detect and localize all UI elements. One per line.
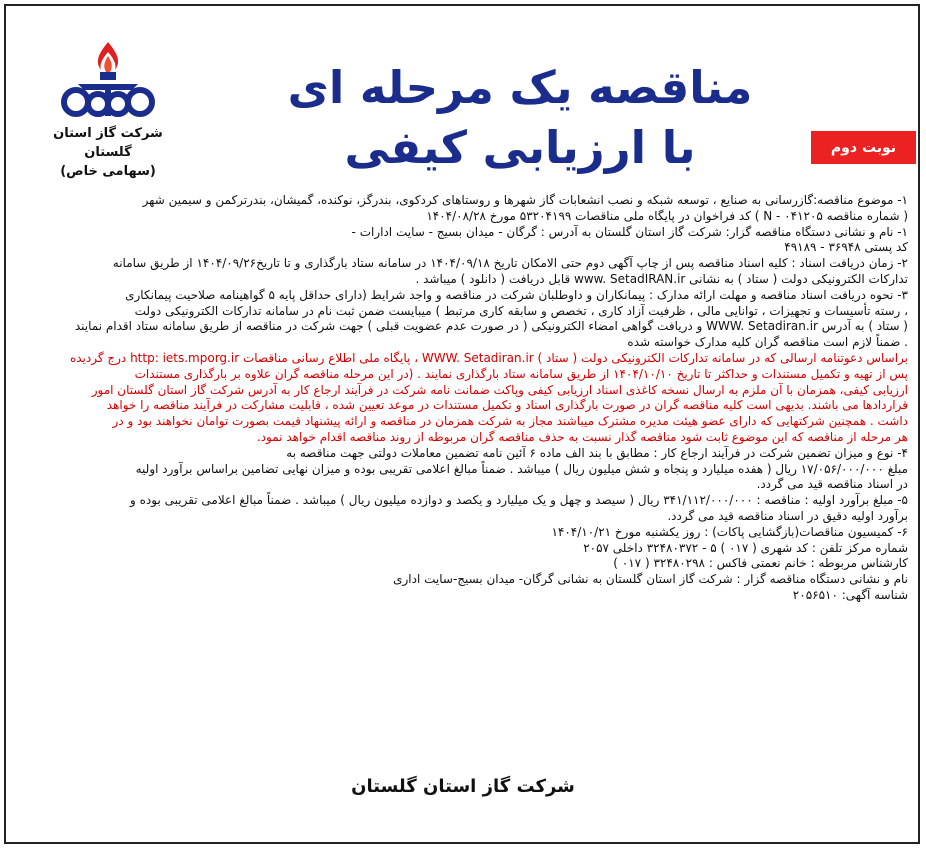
- flame-logo-icon: [48, 40, 168, 120]
- text-line: کارشناس مربوطه : خانم نعمتی فاکس : ۳۲۴۸۰۲۹۸ ( ۰۱۷ ): [613, 556, 908, 571]
- text-line: ۶- کمیسیون مناقصات(بازگشایی پاکات) : روز یکشنبه مورخ ۱۴۰۴/۱۰/۲۱: [551, 524, 908, 539]
- text-line: ۴- نوع و میزان تضمین شرکت در فرآیند ارجاع کار : مطابق با بند الف ماده ۶ آئین نامه تضمین معاملات دولتی جهت مناقصه به: [286, 445, 908, 460]
- gas-company-logo: [48, 40, 168, 120]
- text-line-red: ارزیابی کیفی، همزمان با آن ملزم به ارسال نسخه کاغذی اسناد ارزیابی کیفی وپاکت ضمانت نامه شرکت در فرآیند ارجاع کار به آدرس شرکت گاز استان گلستان امور: [91, 382, 908, 397]
- text-line: شناسه آگهی: ۲۰۵۶۵۱۰: [792, 587, 908, 602]
- text-line: برآورد اولیه دقیق در اسناد مناقصه قید می گردد.: [667, 508, 908, 523]
- text-line-red: قراردادها می باشند. بدیهی است کلیه مناقصه گران در صورت بارگذاری اسناد و تکمیل مستندات در موعد تعیین شده ، قابلیت مشارکت در فرآیند مناقصه را خواهد: [106, 398, 908, 413]
- text-line: کد پستی ۳۶۹۴۸ - ۴۹۱۸۹: [784, 240, 908, 255]
- company-type: (سهامی خاص): [60, 164, 156, 179]
- text-line: ( ستاد ) به آدرس WWW. Setadiran.ir و دریافت گواهی امضاء الکترونیکی ( در صورت عدم عضویت قبلی ) جهت شرکت در مناقصه از طریق سامانه ستاد اقدام نمایند: [74, 319, 908, 334]
- text-line: شماره مرکز تلفن : کد شهری ( ۰۱۷ ) ۵ - ۳۲۴۸۰۳۷۲ داخلی ۲۰۵۷: [583, 540, 908, 555]
- text-line: ۳- نحوه دریافت اسناد مناقصه و مهلت ارائه مدارک : پیمانکاران و داوطلبان شرکت در مناقصه و واجد شرایط (دارای حداقل پایه ۵ گواهینامه صلاحیت پیمانکاری: [125, 287, 908, 302]
- text-line: ۵- مبلغ برآورد اولیه : مناقصه : ۳۴۱/۱۱۲/۰۰۰/۰۰۰ ریال ( سیصد و چهل و یک میلیارد و یکصد و دوازده میلیون ریال ) میباشد . ضمناً مبالغ اعلامی تقریبی بوده و: [130, 493, 908, 508]
- text-line: در اسناد مناقصه قید می گردد.: [756, 477, 908, 492]
- text-line-red: هر مرحله از مناقصه که این موضوع ثابت شود مناقصه گذار نسبت به حذف مناقصه گران مربوطه از روند مناقصه اقدام خواهد نمود.: [256, 429, 908, 444]
- page-title: [260, 58, 780, 178]
- text-line: مبلغ ۱۷/۰۵۶/۰۰۰/۰۰۰ ریال ( هفده میلیارد و پنجاه و شش میلیون ریال ) میباشد . ضمناً مبالغ اعلامی تقریبی بوده و میزان نهایی تضامین براساس برآورد اولیه: [135, 461, 908, 476]
- text-line: . ضمناً لازم است مناقصه گران کلیه مدارک خواسته شده: [627, 335, 908, 350]
- text-line-red: پس از تهیه و تکمیل مستندات و حداکثر تا تاریخ ۱۴۰۴/۱۰/۱۰ از طریق سامانه ستاد بارگذاری نمایند . (در این مرحله مناقصه گران علاوه بر بارگذاری مستندات: [134, 366, 908, 381]
- company-block: [28, 124, 188, 181]
- text-line: ، رسته تأسیسات و تجهیزات ، توانایی مالی ، ظرفیت آزاد کاری ، تخصص و سابقه کاری مرتبط ) میبایست ضمن ثبت نام در سامانه تدارکات الکترونیکی دولت: [134, 303, 908, 318]
- tender-details: [18, 193, 908, 604]
- text-line: تدارکات الکترونیکی دولت ( ستاد ) به نشانی www. SetadIRAN.ir قابل دریافت ( دانلود ) میباشد .: [415, 271, 908, 286]
- footer-company: شرکت گاز استان گلستان: [351, 776, 575, 797]
- title-line-1: مناقصه یک مرحله ای: [287, 61, 753, 114]
- second-notice-badge: نوبت دوم: [811, 131, 916, 164]
- company-name: شرکت گاز استان گلستان: [53, 126, 163, 160]
- text-line-red: داشت . همچنین شرکتهایی که دارای عضو هیئت مدیره مشترک میباشند مجاز به شرکت همزمان در مناقصه و ارائه پیشنهاد قیمت بصورت توامان نخواهند بود و در: [112, 414, 908, 429]
- text-line-red: براساس دعوتنامه ارسالی که در سامانه تدارکات الکترونیکی دولت ( ستاد ) WWW. Setadiran.ir ، پایگاه ملی اطلاع رسانی مناقصات http: iets.mporg.ir درج گردیده: [69, 350, 908, 365]
- text-line: نام و نشانی دستگاه مناقصه گزار : شرکت گاز استان گلستان به نشانی گرگان- میدان بسیج-سایت اداری: [393, 572, 908, 587]
- text-line: ( شماره مناقصه N - ۰۴۱۲۰۵ ) کد فراخوان در پایگاه ملی مناقصات ۵۳۲۰۴۱۹۹ مورخ ۱۴۰۴/۰۸/۲۸: [426, 208, 908, 223]
- text-line: ۲- زمان دریافت اسناد : کلیه اسناد مناقصه پس از چاپ آگهی دوم حتی الامکان تاریخ ۱۴۰۴/۰۹/۱۸ در سامانه ستاد بارگذاری و تا تاریخ۱۴۰۴/۰۹/۲۶ از طریق سامانه: [112, 256, 908, 271]
- title-line-2: با ارزیابی کیفی: [344, 121, 696, 174]
- text-line: ۱- موضوع مناقصه:گازرسانی به صنایع ، توسعه شبکه و نصب انشعابات گاز شهرها و روستاهای کردکوی، بندرگز، نوکنده، گمیشان، بندرترکمن و سیمین شهر: [142, 193, 908, 207]
- text-line: ۱- نام و نشانی دستگاه مناقصه گزار: شرکت گاز استان گلستان به آدرس : گرگان - میدان بسیج - سایت ادارات -: [351, 224, 908, 239]
